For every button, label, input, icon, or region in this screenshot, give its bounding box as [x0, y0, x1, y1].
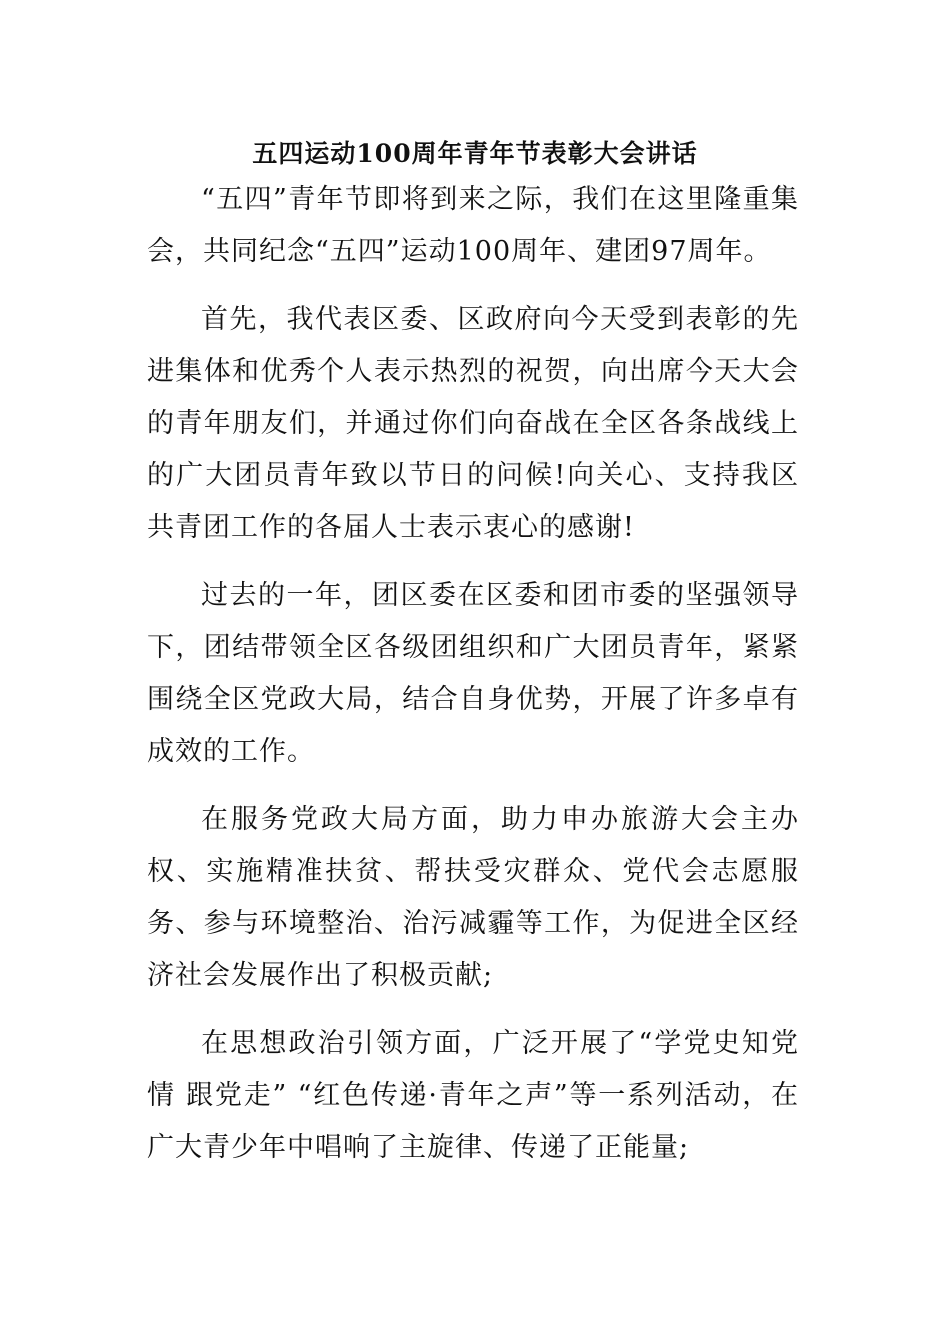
paragraph-3: 过去的一年，团区委在区委和团市委的坚强领导下，团结带领全区各级团组织和广大团员青年，紧紧围绕全区党政大局，结合自身优势，开展了许多卓有成效的工作。 — [147, 580, 799, 767]
document-body — [147, 174, 799, 1190]
paragraph-4: 在服务党政大局方面，助力申办旅游大会主办权、实施精准扶贫、帮扶受灾群众、党代会志愿服务、参与环境整治、治污减霾等工作，为促进全区经济社会发展作出了积极贡献; — [147, 804, 799, 991]
paragraph-1: “五四”青年节即将到来之际，我们在这里隆重集会，共同纪念“五四”运动100周年、建团97周年。 — [147, 184, 799, 267]
paragraph-2: 首先，我代表区委、区政府向今天受到表彰的先进集体和优秀个人表示热烈的祝贺，向出席今天大会的青年朋友们，并通过你们向奋战在全区各条战线上的广大团员青年致以节日的问候!向关心、支持我区共青团工作的各届人士表示衷心的感谢! — [147, 304, 799, 543]
paragraph-5: 在思想政治引领方面，广泛开展了“学党史知党情 跟党走” “红色传递·青年之声”等一系列活动，在广大青少年中唱响了主旋律、传递了正能量; — [147, 1028, 799, 1163]
document-title: 五四运动100周年青年节表彰大会讲话 — [252, 139, 698, 168]
